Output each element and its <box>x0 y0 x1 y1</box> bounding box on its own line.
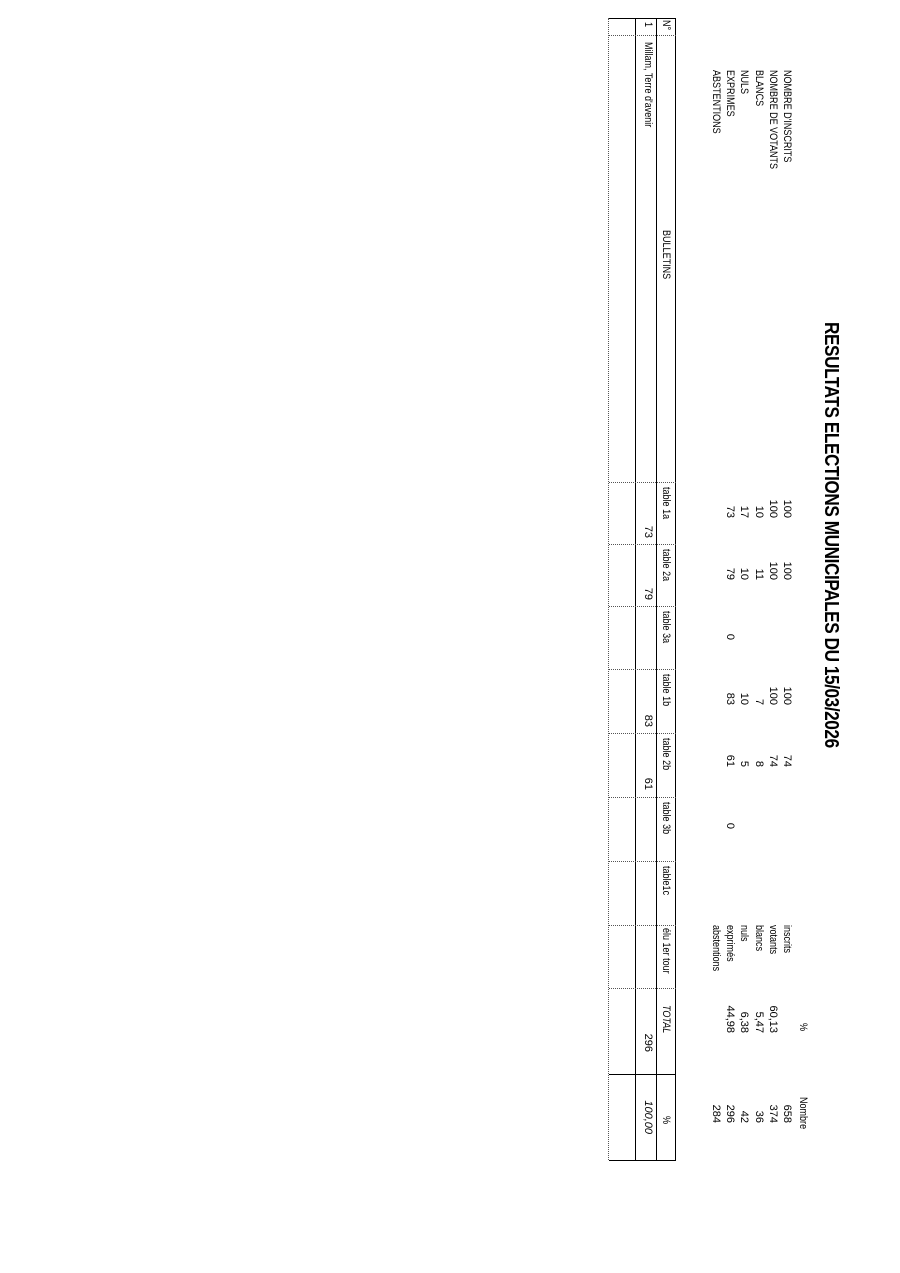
summary-value: 74 <box>781 754 793 767</box>
col-header: table 3b <box>660 802 672 835</box>
col-header-no: N° <box>660 20 672 31</box>
key-abstentions: abstentions <box>710 925 722 972</box>
page-title: RESULTATS ELECTIONS MUNICIPALES DU 15/03/2026 <box>820 322 842 748</box>
summary-value: 100 <box>781 686 793 705</box>
row-total: 296 <box>642 1033 654 1052</box>
row-list-name: Millam, Terre d'avenir <box>642 42 654 128</box>
label-blancs: BLANCS <box>753 70 765 107</box>
nombre-value: 284 <box>710 1104 722 1123</box>
col-header-bulletins: BULLETINS <box>660 230 672 280</box>
percent-value: 6,38 <box>738 1011 750 1033</box>
summary-value: 5 <box>738 760 750 767</box>
col-header: table 1b <box>660 674 672 707</box>
row-value: 79 <box>642 587 654 600</box>
row-value: 83 <box>642 714 654 727</box>
col-header: table1c <box>660 866 672 896</box>
summary-value: 79 <box>724 567 736 580</box>
summary-value: 73 <box>724 505 736 518</box>
nombre-value: 42 <box>738 1110 750 1123</box>
summary-value: 11 <box>753 568 765 580</box>
nombre-value: 658 <box>781 1104 793 1123</box>
row-number: 1 <box>642 22 654 28</box>
row-percent: 100,00 <box>642 1100 654 1134</box>
summary-value: 0 <box>724 633 736 640</box>
nombre-value: 374 <box>767 1104 779 1123</box>
col-header: table 2b <box>660 738 672 771</box>
key-votants: votants <box>767 925 779 955</box>
key-blancs: blancs <box>753 925 765 952</box>
label-votants: NOMBRE DE VOTANTS <box>767 70 779 170</box>
summary-value: 100 <box>767 686 779 705</box>
summary-value: 100 <box>781 561 793 580</box>
col-header: table 1a <box>660 487 672 520</box>
summary-value: 10 <box>738 692 750 705</box>
col-header: table 2a <box>660 549 672 582</box>
col-header-percent: % <box>660 1116 672 1125</box>
row-value: 73 <box>642 525 654 538</box>
summary-value: 100 <box>767 499 779 518</box>
summary-value: 100 <box>767 561 779 580</box>
label-inscrits: NOMBRE D'INSCRITS <box>781 70 793 163</box>
label-nuls: NULS <box>738 70 750 95</box>
key-exprimes: exprimés <box>724 925 736 962</box>
summary-value: 74 <box>767 754 779 767</box>
summary-value: 100 <box>781 499 793 518</box>
summary-value: 61 <box>724 754 736 767</box>
key-inscrits: inscrits <box>781 925 793 954</box>
key-nuls: nuls <box>738 925 750 942</box>
summary-value: 8 <box>753 760 765 767</box>
summary-value: 7 <box>753 698 765 705</box>
nombre-header: Nombre <box>797 1097 809 1130</box>
summary-value: 10 <box>753 505 765 518</box>
summary-value: 0 <box>724 822 736 829</box>
label-abstentions: ABSTENTIONS <box>710 70 722 134</box>
percent-value: 5,47 <box>753 1011 765 1033</box>
percent-value: 60,13 <box>767 1005 779 1033</box>
col-header-total: TOTAL <box>660 1005 672 1034</box>
row-value: 61 <box>642 777 654 790</box>
nombre-value: 296 <box>724 1104 736 1123</box>
summary-value: 83 <box>724 692 736 705</box>
percent-value: 44,98 <box>724 1005 736 1033</box>
nombre-value: 36 <box>753 1110 765 1123</box>
summary-value: 10 <box>738 567 750 580</box>
label-exprimes: EXPRIMES <box>724 70 736 117</box>
percent-header: % <box>797 1023 809 1032</box>
col-header: élu 1er tour <box>660 928 672 974</box>
col-header: table 3a <box>660 611 672 644</box>
summary-value: 17 <box>738 505 750 518</box>
